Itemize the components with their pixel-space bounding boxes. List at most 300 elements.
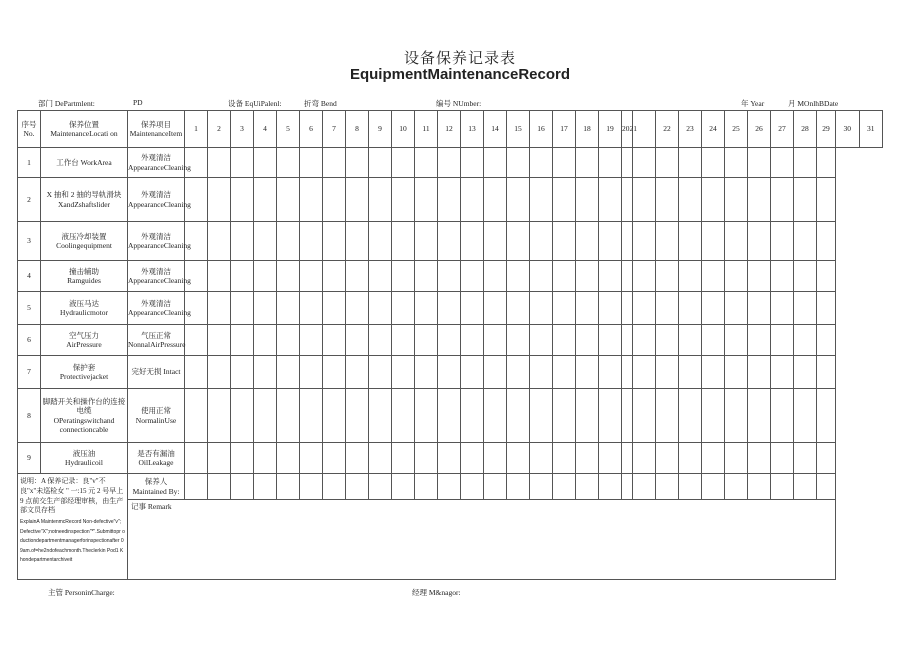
day-check-cell[interactable] <box>599 292 622 325</box>
day-check-cell[interactable] <box>254 148 277 178</box>
day-check-cell[interactable] <box>231 178 254 222</box>
day-check-cell[interactable] <box>599 222 622 261</box>
day-check-cell[interactable] <box>231 443 254 474</box>
maintained-by-signature-cell[interactable] <box>277 474 300 500</box>
day-check-cell[interactable] <box>231 292 254 325</box>
day-check-cell[interactable] <box>633 148 656 178</box>
day-check-cell[interactable] <box>656 356 679 389</box>
day-check-cell[interactable] <box>507 292 530 325</box>
maintained-by-signature-cell[interactable] <box>702 474 725 500</box>
day-check-cell[interactable] <box>346 178 369 222</box>
day-check-cell[interactable] <box>208 261 231 292</box>
day-check-cell[interactable] <box>553 148 576 178</box>
maintained-by-signature-cell[interactable] <box>415 474 438 500</box>
day-check-cell[interactable] <box>323 222 346 261</box>
day-check-cell[interactable] <box>771 178 794 222</box>
day-check-cell[interactable] <box>208 389 231 443</box>
row-location-cn: 液压马达 <box>69 298 99 308</box>
day-check-cell[interactable] <box>208 148 231 178</box>
day-check-cell[interactable] <box>392 178 415 222</box>
day-check-cell[interactable] <box>208 292 231 325</box>
row-location-en: Hydraulicoil <box>65 458 103 467</box>
day-check-cell[interactable] <box>277 261 300 292</box>
maintained-by-en: Maintained By: <box>132 486 180 496</box>
day-check-cell[interactable] <box>346 389 369 443</box>
day-check-cell[interactable] <box>392 292 415 325</box>
day-check-cell[interactable] <box>438 443 461 474</box>
row-location-cell <box>41 389 128 443</box>
day-check-cell[interactable] <box>484 443 507 474</box>
remark-cell[interactable] <box>128 500 836 580</box>
day-check-cell[interactable] <box>369 325 392 356</box>
manager-label: 经理 M&nagor: <box>412 588 461 597</box>
day-check-cell[interactable] <box>725 292 748 325</box>
day-check-cell[interactable] <box>415 292 438 325</box>
day-check-cell[interactable] <box>277 148 300 178</box>
maintained-by-signature-cell[interactable] <box>507 474 530 500</box>
day-check-cell[interactable] <box>415 389 438 443</box>
day-check-cell[interactable] <box>679 356 702 389</box>
day-check-cell[interactable] <box>438 356 461 389</box>
day-check-cell[interactable] <box>461 325 484 356</box>
day-check-cell[interactable] <box>185 443 208 474</box>
day-check-cell[interactable] <box>553 443 576 474</box>
header-no-cell <box>18 111 41 148</box>
day-check-cell[interactable] <box>185 389 208 443</box>
day-check-cell[interactable] <box>725 222 748 261</box>
day-check-cell[interactable] <box>277 325 300 356</box>
day-check-cell[interactable] <box>553 325 576 356</box>
day-check-cell[interactable] <box>300 148 323 178</box>
row-item-en: OilLeakage <box>138 458 174 467</box>
day-check-cell[interactable] <box>415 443 438 474</box>
day-check-cell[interactable] <box>599 356 622 389</box>
day-check-cell[interactable] <box>576 356 599 389</box>
day-check-cell[interactable] <box>599 148 622 178</box>
day-check-cell[interactable] <box>346 356 369 389</box>
day-check-cell[interactable] <box>392 443 415 474</box>
day-check-cell[interactable] <box>438 178 461 222</box>
day-check-cell[interactable] <box>438 292 461 325</box>
day-check-cell[interactable] <box>633 292 656 325</box>
day-check-cell[interactable] <box>346 261 369 292</box>
day-check-cell[interactable] <box>748 389 771 443</box>
day-check-cell[interactable] <box>461 178 484 222</box>
day-check-cell[interactable] <box>530 178 553 222</box>
day-check-cell[interactable] <box>369 222 392 261</box>
day-check-cell[interactable] <box>656 325 679 356</box>
day-check-cell[interactable] <box>415 178 438 222</box>
day-check-cell[interactable] <box>622 292 633 325</box>
day-check-cell[interactable] <box>656 389 679 443</box>
day-check-cell[interactable] <box>656 148 679 178</box>
day-check-cell[interactable] <box>748 443 771 474</box>
maintained-by-signature-cell[interactable] <box>553 474 576 500</box>
day-check-cell[interactable] <box>725 389 748 443</box>
day-check-cell[interactable] <box>622 222 633 261</box>
day-check-cell[interactable] <box>576 389 599 443</box>
day-check-cell[interactable] <box>702 325 725 356</box>
day-check-cell[interactable] <box>231 261 254 292</box>
maintained-by-signature-cell[interactable] <box>254 474 277 500</box>
day-check-cell[interactable] <box>656 222 679 261</box>
day-check-cell[interactable] <box>794 261 817 292</box>
day-check-cell[interactable] <box>817 389 836 443</box>
day-check-cell[interactable] <box>438 325 461 356</box>
day-check-cell[interactable] <box>599 178 622 222</box>
maintained-by-signature-cell[interactable] <box>794 474 817 500</box>
day-check-cell[interactable] <box>300 443 323 474</box>
day-check-cell[interactable] <box>530 389 553 443</box>
day-check-cell[interactable] <box>231 356 254 389</box>
table-row <box>18 178 883 222</box>
day-check-cell[interactable] <box>254 261 277 292</box>
day-check-cell[interactable] <box>748 325 771 356</box>
day-check-cell[interactable] <box>817 148 836 178</box>
maintained-by-signature-cell[interactable] <box>185 474 208 500</box>
day-check-cell[interactable] <box>323 443 346 474</box>
day-check-cell[interactable] <box>702 261 725 292</box>
day-check-cell[interactable] <box>323 148 346 178</box>
day-check-cell[interactable] <box>771 325 794 356</box>
maintained-by-signature-cell[interactable] <box>346 474 369 500</box>
maintained-by-signature-cell[interactable] <box>576 474 599 500</box>
maintained-by-signature-cell[interactable] <box>622 474 633 500</box>
maintained-by-signature-cell[interactable] <box>599 474 622 500</box>
day-check-cell[interactable] <box>817 222 836 261</box>
day-check-cell[interactable] <box>576 443 599 474</box>
day-check-cell[interactable] <box>415 325 438 356</box>
day-check-cell[interactable] <box>702 178 725 222</box>
day-check-cell[interactable] <box>622 261 633 292</box>
day-check-cell[interactable] <box>484 325 507 356</box>
maintained-by-signature-cell[interactable] <box>817 474 836 500</box>
day-check-cell[interactable] <box>277 389 300 443</box>
day-check-cell[interactable] <box>300 389 323 443</box>
day-check-cell[interactable] <box>507 178 530 222</box>
day-check-cell[interactable] <box>633 178 656 222</box>
day-check-cell[interactable] <box>748 292 771 325</box>
day-check-cell[interactable] <box>438 261 461 292</box>
day-check-cell[interactable] <box>300 222 323 261</box>
day-check-cell[interactable] <box>817 261 836 292</box>
day-check-cell[interactable] <box>748 148 771 178</box>
day-check-cell[interactable] <box>277 222 300 261</box>
day-check-cell[interactable] <box>369 148 392 178</box>
day-check-cell[interactable] <box>438 222 461 261</box>
day-check-cell[interactable] <box>530 222 553 261</box>
day-check-cell[interactable] <box>725 356 748 389</box>
day-check-cell[interactable] <box>771 222 794 261</box>
day-check-cell[interactable] <box>415 261 438 292</box>
day-check-cell[interactable] <box>392 325 415 356</box>
day-check-cell[interactable] <box>208 222 231 261</box>
day-check-cell[interactable] <box>599 261 622 292</box>
day-check-cell[interactable] <box>771 261 794 292</box>
day-check-cell[interactable] <box>254 292 277 325</box>
day-check-cell[interactable] <box>392 356 415 389</box>
day-check-cell[interactable] <box>484 261 507 292</box>
day-check-cell[interactable] <box>794 148 817 178</box>
day-check-cell[interactable] <box>231 325 254 356</box>
day-check-cell[interactable] <box>530 356 553 389</box>
day-check-cell[interactable] <box>346 325 369 356</box>
day-check-cell[interactable] <box>369 178 392 222</box>
day-check-cell[interactable] <box>415 148 438 178</box>
day-check-cell[interactable] <box>461 222 484 261</box>
day-check-cell[interactable] <box>702 292 725 325</box>
row-number-cell: 4 <box>18 261 41 292</box>
day-check-cell[interactable] <box>461 356 484 389</box>
day-check-cell[interactable] <box>300 178 323 222</box>
day-check-cell[interactable] <box>530 443 553 474</box>
day-check-cell[interactable] <box>622 356 633 389</box>
day-check-cell[interactable] <box>553 222 576 261</box>
day-check-cell[interactable] <box>392 261 415 292</box>
day-check-cell[interactable] <box>622 389 633 443</box>
day-check-cell[interactable] <box>254 389 277 443</box>
maintained-by-signature-cell[interactable] <box>300 474 323 500</box>
day-check-cell[interactable] <box>656 443 679 474</box>
day-check-cell[interactable] <box>208 325 231 356</box>
day-check-cell[interactable] <box>461 443 484 474</box>
day-check-cell[interactable] <box>484 222 507 261</box>
day-check-cell[interactable] <box>679 389 702 443</box>
day-check-cell[interactable] <box>702 443 725 474</box>
day-check-cell[interactable] <box>633 389 656 443</box>
day-check-cell[interactable] <box>656 292 679 325</box>
row-location-en: Coolingequipment <box>56 241 112 250</box>
maintained-by-signature-cell[interactable] <box>323 474 346 500</box>
row-location-en: OPeratingswitchand connectioncable <box>53 415 115 434</box>
day-check-cell[interactable] <box>530 325 553 356</box>
day-check-cell[interactable] <box>461 389 484 443</box>
day-check-cell[interactable] <box>622 443 633 474</box>
day-check-cell[interactable] <box>656 178 679 222</box>
day-check-cell[interactable] <box>748 261 771 292</box>
maintained-by-signature-cell[interactable] <box>231 474 254 500</box>
day-check-cell[interactable] <box>633 443 656 474</box>
day-check-cell[interactable] <box>415 356 438 389</box>
row-location-cn: 液压油 <box>72 448 96 458</box>
day-check-cell[interactable] <box>576 292 599 325</box>
day-check-cell[interactable] <box>208 356 231 389</box>
day-check-cell[interactable] <box>622 178 633 222</box>
row-number-cell: 9 <box>18 443 41 474</box>
day-check-cell[interactable] <box>484 292 507 325</box>
day-check-cell[interactable] <box>346 443 369 474</box>
day-check-cell[interactable] <box>817 178 836 222</box>
day-check-cell[interactable] <box>679 325 702 356</box>
day-check-cell[interactable] <box>679 292 702 325</box>
day-check-cell[interactable] <box>748 222 771 261</box>
day-check-cell[interactable] <box>679 178 702 222</box>
day-check-cell[interactable] <box>771 356 794 389</box>
maintained-by-signature-cell[interactable] <box>208 474 231 500</box>
day-check-cell[interactable] <box>346 148 369 178</box>
day-check-cell[interactable] <box>231 222 254 261</box>
day-check-cell[interactable] <box>323 178 346 222</box>
day-check-cell[interactable] <box>507 261 530 292</box>
day-check-cell[interactable] <box>231 148 254 178</box>
day-check-cell[interactable] <box>599 389 622 443</box>
day-check-cell[interactable] <box>771 389 794 443</box>
day-check-cell[interactable] <box>369 292 392 325</box>
day-check-cell[interactable] <box>208 443 231 474</box>
day-check-cell[interactable] <box>346 292 369 325</box>
maintained-by-signature-cell[interactable] <box>438 474 461 500</box>
day-check-cell[interactable] <box>656 261 679 292</box>
maintained-by-signature-cell[interactable] <box>679 474 702 500</box>
day-check-cell[interactable] <box>599 325 622 356</box>
day-check-cell[interactable] <box>576 148 599 178</box>
day-check-cell[interactable] <box>231 389 254 443</box>
day-check-cell[interactable] <box>254 178 277 222</box>
day-check-cell[interactable] <box>702 222 725 261</box>
day-check-cell[interactable] <box>185 325 208 356</box>
day-check-cell[interactable] <box>530 261 553 292</box>
day-check-cell[interactable] <box>576 178 599 222</box>
day-check-cell[interactable] <box>484 148 507 178</box>
maintained-by-signature-cell[interactable] <box>530 474 553 500</box>
day-check-cell[interactable] <box>277 443 300 474</box>
day-check-cell[interactable] <box>185 356 208 389</box>
day-check-cell[interactable] <box>369 443 392 474</box>
day-check-cell[interactable] <box>599 443 622 474</box>
day-check-cell[interactable] <box>369 261 392 292</box>
day-check-cell[interactable] <box>254 356 277 389</box>
day-check-cell[interactable] <box>553 389 576 443</box>
day-check-cell[interactable] <box>576 325 599 356</box>
day-check-cell[interactable] <box>633 222 656 261</box>
day-check-cell[interactable] <box>323 261 346 292</box>
day-check-cell[interactable] <box>323 292 346 325</box>
day-check-cell[interactable] <box>530 292 553 325</box>
day-check-cell[interactable] <box>461 148 484 178</box>
maintained-by-signature-cell[interactable] <box>392 474 415 500</box>
day-check-cell[interactable] <box>461 292 484 325</box>
day-check-cell[interactable] <box>553 178 576 222</box>
day-check-cell[interactable] <box>254 443 277 474</box>
day-check-cell[interactable] <box>817 325 836 356</box>
day-check-cell[interactable] <box>817 356 836 389</box>
day-check-cell[interactable] <box>576 222 599 261</box>
day-check-cell[interactable] <box>679 148 702 178</box>
day-check-cell[interactable] <box>794 443 817 474</box>
day-check-cell[interactable] <box>484 356 507 389</box>
day-check-cell[interactable] <box>438 148 461 178</box>
maintained-by-signature-cell[interactable] <box>656 474 679 500</box>
day-check-cell[interactable] <box>633 325 656 356</box>
day-check-cell[interactable] <box>392 222 415 261</box>
day-check-cell[interactable] <box>702 389 725 443</box>
day-check-cell[interactable] <box>254 325 277 356</box>
day-check-cell[interactable] <box>553 261 576 292</box>
day-check-cell[interactable] <box>794 222 817 261</box>
day-check-cell[interactable] <box>392 389 415 443</box>
day-check-cell[interactable] <box>507 389 530 443</box>
day-check-cell[interactable] <box>748 356 771 389</box>
day-check-cell[interactable] <box>794 178 817 222</box>
day-check-cell[interactable] <box>702 148 725 178</box>
day-check-cell[interactable] <box>622 148 633 178</box>
day-check-cell[interactable] <box>254 222 277 261</box>
day-check-cell[interactable] <box>484 178 507 222</box>
day-check-cell[interactable] <box>679 222 702 261</box>
day-check-cell[interactable] <box>725 443 748 474</box>
day-check-cell[interactable] <box>794 356 817 389</box>
day-check-cell[interactable] <box>725 261 748 292</box>
day-check-cell[interactable] <box>817 292 836 325</box>
header-day-cell: 25 <box>725 111 748 148</box>
day-check-cell[interactable] <box>484 389 507 443</box>
day-check-cell[interactable] <box>507 443 530 474</box>
day-check-cell[interactable] <box>633 356 656 389</box>
day-check-cell[interactable] <box>507 325 530 356</box>
day-check-cell[interactable] <box>300 356 323 389</box>
day-check-cell[interactable] <box>633 261 656 292</box>
day-check-cell[interactable] <box>817 443 836 474</box>
day-check-cell[interactable] <box>277 178 300 222</box>
day-check-cell[interactable] <box>725 148 748 178</box>
day-check-cell[interactable] <box>277 356 300 389</box>
day-check-cell[interactable] <box>369 389 392 443</box>
day-check-cell[interactable] <box>794 389 817 443</box>
day-check-cell[interactable] <box>300 325 323 356</box>
day-check-cell[interactable] <box>369 356 392 389</box>
day-check-cell[interactable] <box>702 356 725 389</box>
day-check-cell[interactable] <box>392 148 415 178</box>
day-check-cell[interactable] <box>679 443 702 474</box>
day-check-cell[interactable] <box>300 261 323 292</box>
day-check-cell[interactable] <box>576 261 599 292</box>
day-check-cell[interactable] <box>530 148 553 178</box>
day-check-cell[interactable] <box>748 178 771 222</box>
maintained-by-signature-cell[interactable] <box>771 474 794 500</box>
day-check-cell[interactable] <box>771 443 794 474</box>
day-check-cell[interactable] <box>771 148 794 178</box>
day-check-cell[interactable] <box>553 356 576 389</box>
maintained-by-signature-cell[interactable] <box>725 474 748 500</box>
day-check-cell[interactable] <box>323 356 346 389</box>
day-check-cell[interactable] <box>507 356 530 389</box>
day-check-cell[interactable] <box>438 389 461 443</box>
day-check-cell[interactable] <box>415 222 438 261</box>
maintained-by-signature-cell[interactable] <box>369 474 392 500</box>
day-check-cell[interactable] <box>622 325 633 356</box>
day-check-cell[interactable] <box>507 148 530 178</box>
day-check-cell[interactable] <box>461 261 484 292</box>
day-check-cell[interactable] <box>346 222 369 261</box>
day-check-cell[interactable] <box>277 292 300 325</box>
maintained-by-signature-cell[interactable] <box>748 474 771 500</box>
day-check-cell[interactable] <box>794 325 817 356</box>
day-check-cell[interactable] <box>771 292 794 325</box>
day-check-cell[interactable] <box>300 292 323 325</box>
day-check-cell[interactable] <box>794 292 817 325</box>
day-check-cell[interactable] <box>725 178 748 222</box>
maintained-by-signature-cell[interactable] <box>461 474 484 500</box>
maintained-by-signature-cell[interactable] <box>484 474 507 500</box>
day-check-cell[interactable] <box>553 292 576 325</box>
day-check-cell[interactable] <box>507 222 530 261</box>
day-check-cell[interactable] <box>323 325 346 356</box>
day-check-cell[interactable] <box>208 178 231 222</box>
day-check-cell[interactable] <box>725 325 748 356</box>
day-check-cell[interactable] <box>679 261 702 292</box>
maintained-by-signature-cell[interactable] <box>633 474 656 500</box>
day-check-cell[interactable] <box>323 389 346 443</box>
